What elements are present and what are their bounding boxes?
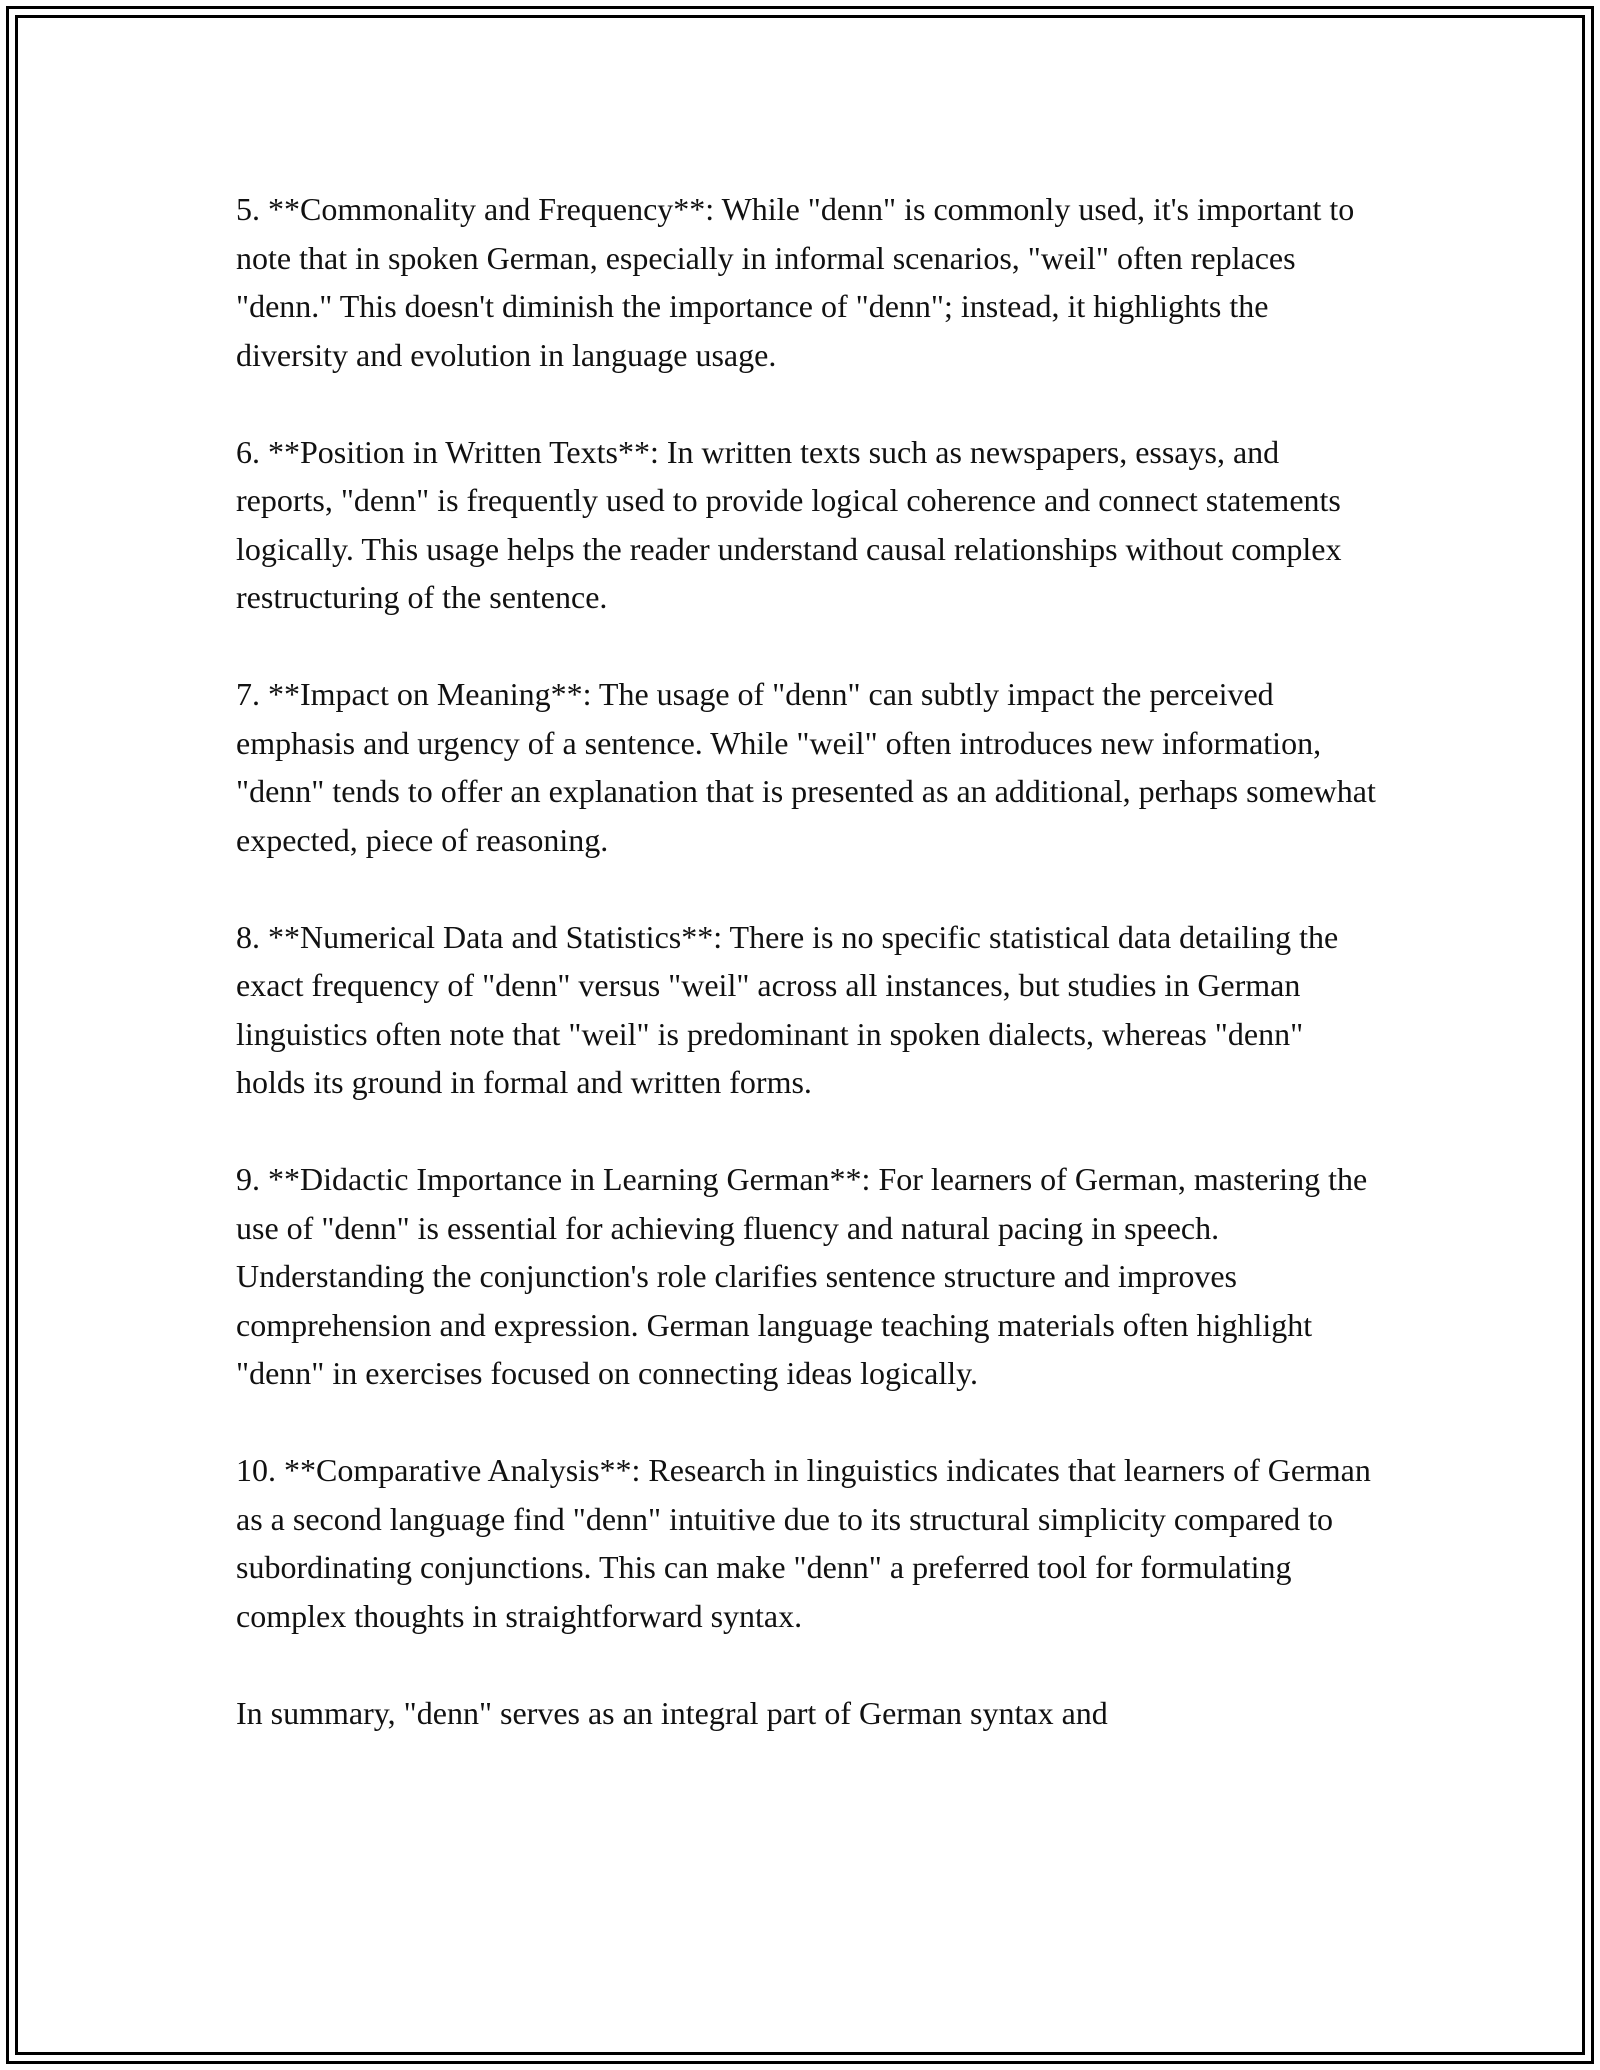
document-body	[236, 185, 1376, 1786]
paragraph-comparative-analysis: 10. **Comparative Analysis**: Research in linguistics indicates that learners of German as a second language find "denn" intuitive due to its structural simplicity compared to subordinating conjunctions. This can make "denn" a preferred tool for formulating complex thoughts in straightforward syntax.	[236, 1452, 1371, 1634]
paragraph-summary: In summary, "denn" serves as an integral part of German syntax and	[236, 1694, 1108, 1731]
paragraph-commonality-frequency: 5. **Commonality and Frequency**: While "denn" is commonly used, it's important to note that in spoken German, especially in informal scenarios, "weil" often replaces "denn." This doesn't diminish the importance of "denn"; instead, it highlights the diversity and evolution in language usage.	[236, 191, 1355, 373]
paragraph-impact-on-meaning: 7. **Impact on Meaning**: The usage of "denn" can subtly impact the perceived emphasis and urgency of a sentence. While "weil" often introduces new information, "denn" tends to offer an explanation that is presented as an additional, perhaps somewhat expected, piece of reasoning.	[236, 676, 1376, 858]
paragraph-didactic-importance: 9. **Didactic Importance in Learning German**: For learners of German, mastering the use of "denn" is essential for achieving fluency and natural pacing in speech. Understanding the conjunction's role clarifies sentence structure and improves comprehension and expression. German language teaching materials often highlight "denn" in exercises focused on connecting ideas logically.	[236, 1161, 1368, 1391]
paragraph-position-written-texts: 6. **Position in Written Texts**: In written texts such as newspapers, essays, and reports, "denn" is frequently used to provide logical coherence and connect statements logically. This usage helps the reader understand causal relationships without complex restructuring of the sentence.	[236, 433, 1342, 615]
paragraph-numerical-data: 8. **Numerical Data and Statistics**: There is no specific statistical data detailing the exact frequency of "denn" versus "weil" across all instances, but studies in German linguistics often note that "weil" is predominant in spoken dialects, whereas "denn" holds its ground in formal and written forms.	[236, 918, 1339, 1100]
